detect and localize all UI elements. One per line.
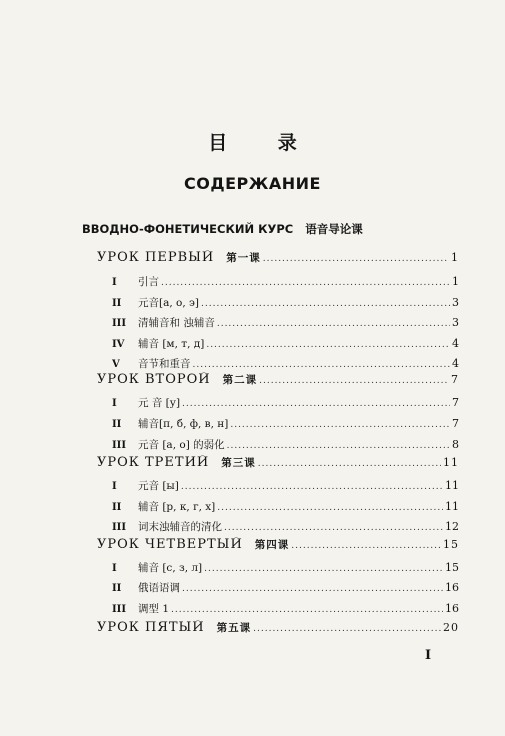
item-roman-numeral: I	[112, 563, 117, 574]
item-page-number: 11	[445, 479, 459, 492]
dot-leader	[217, 503, 443, 513]
toc-lesson-row[interactable]	[97, 537, 459, 552]
toc-lesson-row[interactable]	[97, 455, 459, 470]
toc-item-row[interactable]	[112, 295, 459, 310]
item-title: 俄语语调	[138, 582, 180, 594]
item-page-number: 11	[445, 500, 459, 513]
toc-lesson-row[interactable]	[97, 372, 459, 387]
lesson-title-russian: УРОК ЧЕТВЕРТЫЙ	[97, 537, 243, 552]
dot-leader	[259, 376, 449, 386]
item-page-number: 4	[452, 337, 459, 350]
toc-item-row[interactable]	[112, 274, 459, 289]
item-roman-numeral: I	[112, 398, 117, 409]
item-title: 辅音 [с, з, л]	[138, 562, 203, 574]
item-roman-numeral: III	[112, 318, 127, 329]
lesson-page-number: 15	[443, 538, 459, 551]
dot-leader	[181, 482, 443, 492]
lesson-title-chinese: 第三课	[221, 457, 256, 469]
item-page-number: 16	[445, 581, 459, 594]
toc-item-row[interactable]	[112, 478, 459, 493]
dot-leader	[182, 399, 450, 409]
dot-leader	[201, 299, 450, 309]
item-roman-numeral: V	[112, 359, 120, 370]
item-page-number: 12	[445, 520, 459, 533]
toc-item-row[interactable]	[112, 499, 459, 514]
item-roman-numeral: III	[112, 440, 127, 451]
toc-item-row[interactable]	[112, 356, 459, 371]
dot-leader	[204, 564, 443, 574]
dot-leader	[227, 441, 450, 451]
toc-item-row[interactable]	[112, 519, 459, 534]
lesson-title-chinese: 第四课	[254, 539, 290, 551]
item-title: 清辅音和 浊辅音	[138, 317, 215, 329]
dot-leader	[230, 420, 450, 430]
item-title: 调型 1	[138, 603, 170, 615]
item-roman-numeral: III	[112, 604, 127, 615]
dot-leader	[171, 605, 443, 615]
item-page-number: 1	[452, 275, 459, 288]
toc-item-row[interactable]	[112, 580, 459, 595]
item-roman-numeral: II	[112, 583, 122, 594]
item-title: 引言	[138, 276, 159, 288]
item-page-number: 8	[452, 438, 459, 451]
lesson-title-russian: УРОК ВТОРОЙ	[97, 372, 211, 387]
page-title-chinese: 目 录	[208, 132, 319, 154]
course-heading-chinese: 语音导论课	[305, 222, 363, 236]
item-title: 元音[а, о, э]	[138, 297, 200, 309]
toc-lesson-row[interactable]	[97, 250, 459, 265]
course-heading-russian: ВВОДНО-ФОНЕТИЧЕСКИЙ КУРС	[82, 222, 294, 236]
item-roman-numeral: I	[112, 481, 117, 492]
item-roman-numeral: II	[112, 419, 122, 430]
item-title: 辅音 [р, к, г, х]	[138, 501, 216, 513]
item-page-number: 7	[452, 417, 459, 430]
dot-leader	[253, 624, 441, 634]
item-page-number: 4	[452, 357, 459, 370]
lesson-title-chinese: 第五课	[216, 622, 252, 634]
lesson-page-number: 11	[443, 456, 459, 469]
toc-item-row[interactable]	[112, 395, 459, 410]
item-roman-numeral: I	[112, 277, 117, 288]
toc-item-row[interactable]	[112, 437, 459, 452]
lesson-page-number: 20	[443, 621, 459, 634]
dot-leader	[206, 340, 450, 350]
dot-leader	[258, 459, 441, 469]
lesson-page-number: 1	[451, 251, 459, 264]
item-title: 辅音 [м, т, д]	[138, 338, 205, 350]
item-page-number: 3	[452, 316, 459, 329]
page-title-russian: СОДЕРЖАНИЕ	[184, 174, 321, 193]
item-title: 音节和重音	[138, 358, 191, 370]
toc-item-row[interactable]	[112, 336, 459, 351]
item-title: 词末浊辅音的清化	[138, 521, 222, 533]
item-page-number: 3	[452, 296, 459, 309]
item-page-number: 15	[445, 561, 459, 574]
item-roman-numeral: IV	[112, 339, 125, 350]
lesson-title-russian: УРОК ПЯТЫЙ	[97, 620, 205, 635]
toc-lesson-row[interactable]	[97, 620, 459, 635]
toc-item-row[interactable]	[112, 560, 459, 575]
item-roman-numeral: II	[112, 502, 122, 513]
page-number: I	[425, 648, 432, 663]
toc-item-row[interactable]	[112, 315, 459, 330]
item-title: 辅音[п, б, ф, в, н]	[138, 418, 229, 430]
dot-leader	[182, 584, 443, 594]
dot-leader	[263, 254, 449, 264]
toc-item-row[interactable]	[112, 416, 459, 431]
dot-leader	[161, 278, 450, 288]
item-roman-numeral: III	[112, 522, 127, 533]
item-page-number: 16	[445, 602, 459, 615]
item-roman-numeral: II	[112, 298, 122, 309]
dot-leader	[291, 541, 441, 551]
lesson-page-number: 7	[451, 373, 459, 386]
item-title: 元 音 [у]	[138, 397, 181, 409]
item-page-number: 7	[452, 396, 459, 409]
lesson-title-russian: УРОК ТРЕТИЙ	[97, 455, 210, 470]
lesson-title-chinese: 第二课	[222, 374, 258, 386]
item-title: 元音 [а, о] 的弱化	[138, 439, 225, 451]
toc-item-row[interactable]	[112, 601, 459, 616]
item-title: 元音 [ы]	[138, 480, 179, 492]
lesson-title-chinese: 第一课	[226, 252, 261, 264]
dot-leader	[217, 319, 450, 329]
lesson-title-russian: УРОК ПЕРВЫЙ	[97, 250, 215, 265]
dot-leader	[224, 523, 443, 533]
dot-leader	[193, 360, 451, 370]
